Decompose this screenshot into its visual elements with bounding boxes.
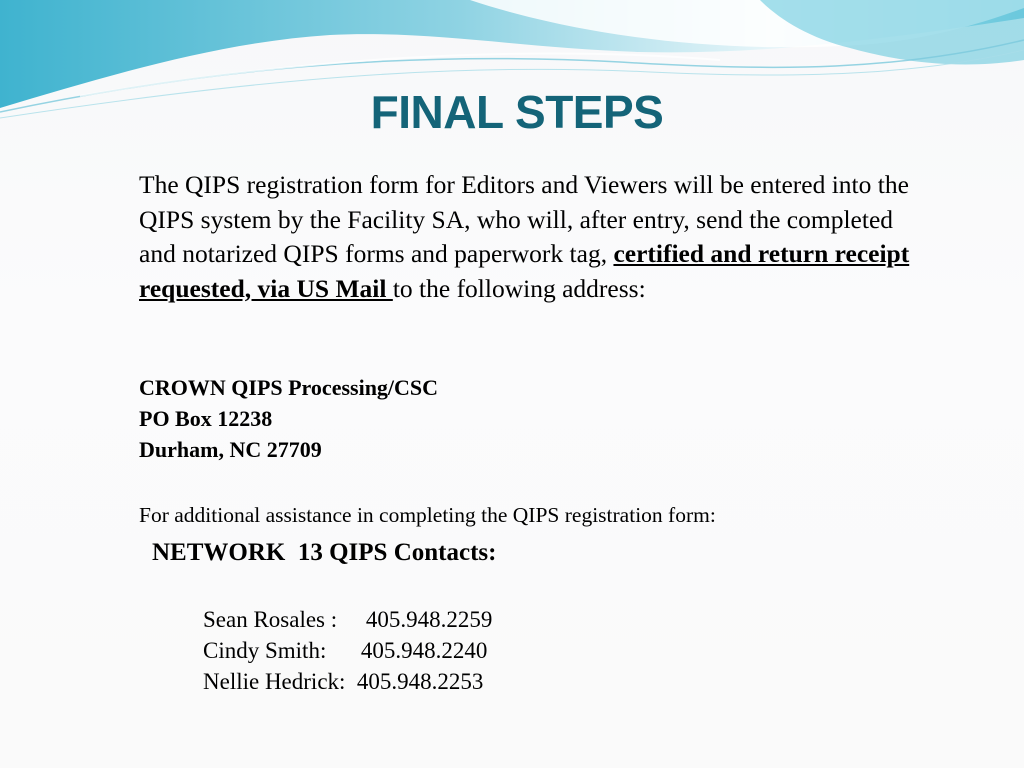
- intro-text-end: to the following address:: [392, 273, 646, 303]
- address-line: CROWN QIPS Processing/CSC: [139, 375, 439, 400]
- mailing-address: [139, 372, 438, 465]
- intro-text: The QIPS registration form for Editors and Viewers will be entered into the QIPS system by the Facility SA, who will, after entry, send the completed and notarized QIPS forms and paperwork tag,: [139, 170, 909, 268]
- address-line: Durham, NC 27709: [139, 437, 322, 462]
- page-title: FINAL STEPS: [370, 86, 664, 138]
- network-contacts-heading: NETWORK 13 QIPS Contacts:: [152, 539, 497, 566]
- intro-paragraph: [139, 168, 919, 306]
- contact-item: Nellie Hedrick: 405.948.2253: [203, 669, 484, 694]
- delivery-method-emphasis: certified and return receipt requested, via US Mail: [139, 239, 910, 303]
- contact-item: Cindy Smith: 405.948.2240: [203, 638, 488, 663]
- contact-list: [203, 604, 492, 697]
- address-line: PO Box 12238: [139, 406, 273, 431]
- contact-item: Sean Rosales : 405.948.2259: [203, 607, 493, 632]
- assistance-text: For additional assistance in completing the QIPS registration form:: [139, 503, 716, 527]
